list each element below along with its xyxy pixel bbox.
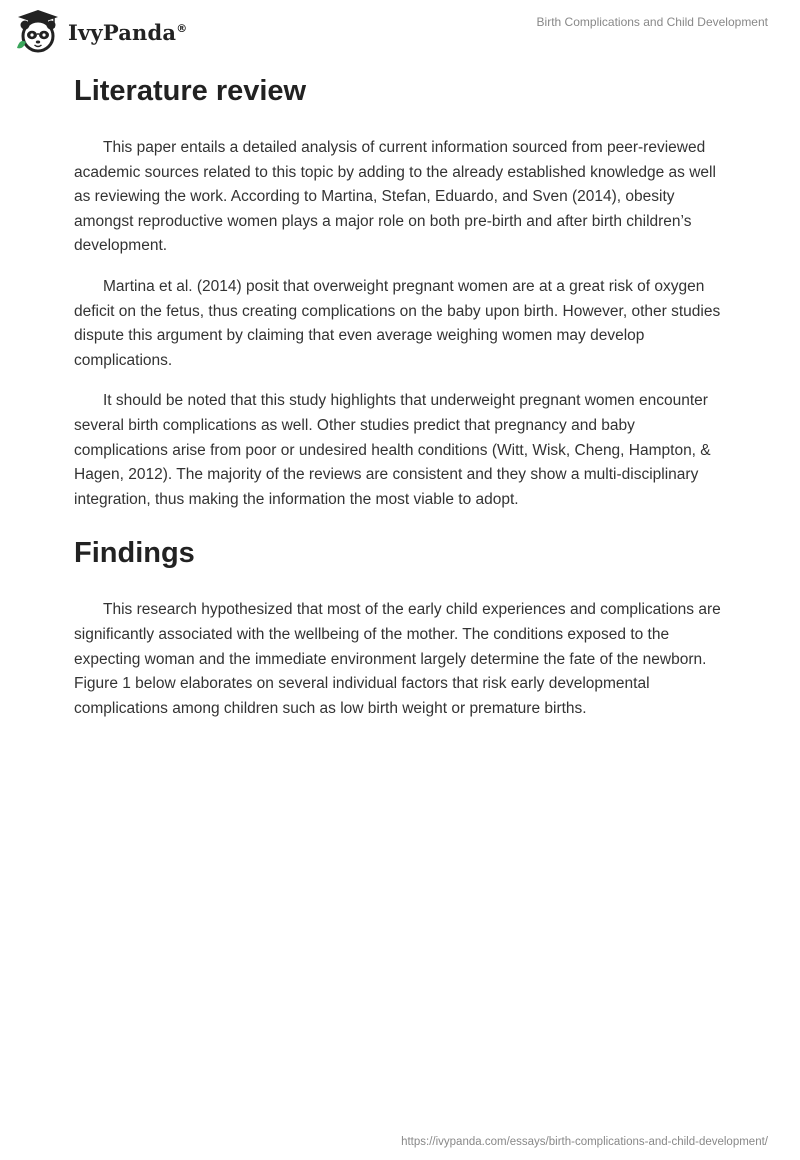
page-header [0, 0, 800, 60]
paragraph: Martina et al. (2014) posit that overweight pregnant women are at a great risk of oxygen deficit on the fetus, thus creating complications on the baby upon birth. However, other studies dispute this argument by claiming that even average weighing women may develop complications. [74, 277, 721, 369]
paragraph: It should be noted that this study highlights that underweight pregnant women encounter several birth complications as well. Other studies predict that pregnancy and baby complications arise from poor or undesired health conditions (Witt, Wisk, Cheng, Hampton, & Hagen, 2012). The majority of the reviews are consistent and they show a multi-disciplinary integration, thus making the information the most viable to adopt. [74, 392, 711, 508]
logo-name: IvyPanda [68, 19, 177, 45]
paragraph: This paper entails a detailed analysis of current information sourced from peer-reviewed academic sources related to this topic by adding to the already established knowledge as well as reviewing the work. According to Martina, Stefan, Eduardo, and Sven (2014), obesity amongst reproductive women plays a major role on both pre-birth and after birth children’s development. [74, 139, 716, 255]
paragraph: This research hypothesized that most of the early child experiences and complications are significantly associated with the wellbeing of the mother. The conditions exposed to the expecting woman and the immediate environment largely determine the fate of the newborn. Figure 1 below elaborates on several individual factors that risk early developmental complications among children such as low birth weight or premature births. [74, 601, 721, 717]
logo-text [68, 20, 187, 45]
running-title: Birth Complications and Child Development [536, 15, 768, 29]
findings-section [74, 528, 726, 721]
registered-mark: ® [176, 21, 188, 35]
literature-review-section [74, 66, 726, 512]
logo[interactable] [14, 8, 187, 54]
source-url[interactable]: https://ivypanda.com/essays/birth-complications-and-child-development/ [401, 1136, 768, 1148]
document-content [74, 66, 726, 737]
section-heading-literature-review: Literature review [74, 75, 307, 107]
panda-graduate-icon [14, 8, 62, 54]
section-heading-findings: Findings [74, 537, 195, 570]
